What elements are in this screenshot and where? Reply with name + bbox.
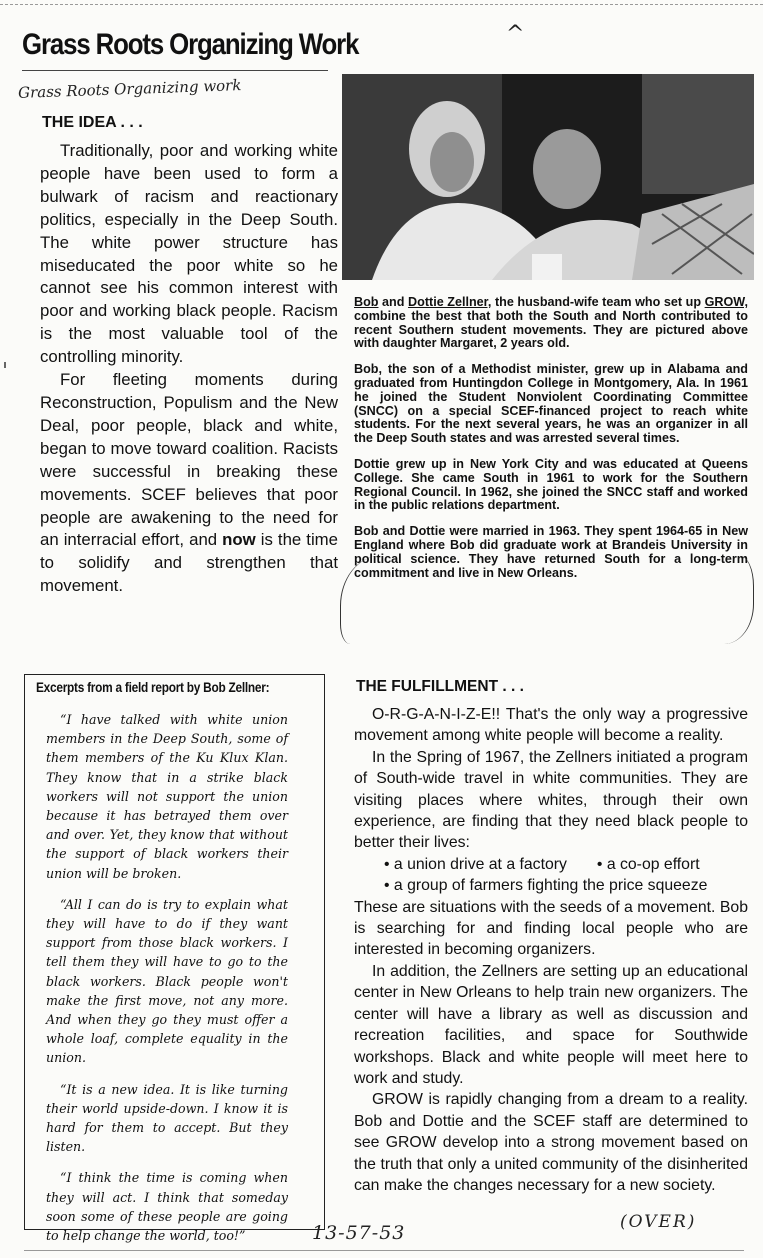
fulfillment-paragraph-1: O-R-G-A-N-I-Z-E!! That's the only way a progressive movement among white people will become a reality. — [354, 706, 748, 745]
fulfillment-body — [354, 704, 748, 1196]
fulfillment-paragraph-2: In the Spring of 1967, the Zellners initiated a program of South-wide travel in white communities. They are visiting places where whites, through their own experience, are finding that they need black people to better their lives: — [354, 748, 748, 852]
page-headline: Grass Roots Organizing Work — [22, 28, 359, 61]
bullet-union-drive: • a union drive at a factory — [384, 855, 567, 873]
excerpt-heading: Excerpts from a field report by Bob Zellner: — [36, 680, 270, 695]
idea-heading: THE IDEA . . . — [42, 114, 143, 131]
handwritten-bracket — [340, 556, 754, 644]
caption-rest: combine the best that both the South and North contributed to recent Southern student movements. They are pictured above with daughter Margaret, 2 years old. — [354, 308, 748, 351]
caption-name-dottie: Dottie Zellner, — [408, 295, 492, 309]
idea-paragraph-1: Traditionally, poor and working white people have been used to form a bulwark of racism and reactionary politics, especially in the Deep South. The white power structure has miseducated the poor white so he cannot see his common interest with poor and working black people. Racism is the most valuable tool of the controlling minority. — [40, 141, 338, 367]
bottom-rule — [24, 1250, 744, 1251]
caption-name-bob: Bob — [354, 295, 379, 309]
caption-marriage: Bob and Dottie were married in 1963. They spent 1964-65 in New England where Bob did graduate work at Brandeis University in political science. They have returned South for a long-term commitment and live in New Orleans. — [354, 524, 748, 580]
fulfillment-bullets — [354, 854, 748, 897]
photo-captions — [354, 296, 748, 592]
bullet-coop: • a co-op effort — [596, 855, 700, 873]
bullet-farmers: • a group of farmers fighting the price squeeze — [384, 877, 708, 895]
headline-rule — [22, 70, 328, 71]
fulfillment-paragraph-3: These are situations with the seeds of a movement. Bob is searching for and finding local people who are interested in becoming organizers. — [354, 898, 748, 959]
zellner-family-photo — [342, 74, 754, 280]
scan-speck — [4, 362, 6, 368]
caption-couple — [354, 296, 748, 351]
excerpt-quote-1: “I have talked with white union members in the Deep South, some of them members of the Ku Klux Klan. They know that in a strike black workers will not support the union because it has betrayed them over and over. Yet, they know that without the support of black workers their union will be broken. — [46, 712, 288, 881]
caption-and: and — [378, 295, 409, 309]
bullet-row-2 — [384, 875, 748, 896]
caption-mid: the husband-wife team who set up — [491, 295, 705, 309]
excerpt-quote-4: “I think the time is coming when they will act. I think that someday soon some of these people are going to help change the world, too!” — [46, 1170, 288, 1244]
caption-dottie-bio: Dottie grew up in New York City and was educated at Queens College. She came South in 1961 to work for the Southern Regional Council. In 1962, she joined the SNCC staff and worked in the public relations department. — [354, 456, 748, 513]
handwritten-code: 13-57-53 — [312, 1222, 406, 1244]
fulfillment-paragraph-5: GROW is rapidly changing from a dream to a reality. Bob and Dottie and the SCEF staff are determined to see GROW develop into a strong movement based on the truth that only a united community of the disinherited can make the changes necessary for a new society. — [354, 1091, 748, 1194]
idea-paragraph-2-end: is the time to solidify and strengthen that movement. — [40, 530, 338, 596]
fulfillment-heading: THE FULFILLMENT . . . — [356, 678, 524, 695]
idea-emphasis-now: now — [222, 530, 256, 550]
fulfillment-paragraph-4: In addition, the Zellners are setting up an educational center in New Orleans to help train new organizers. The center will have a library as well as discussion and recreation facilities, and space for Southwide workshops. Black and white people will meet here to work and study. — [354, 962, 748, 1087]
idea-paragraph-2 — [40, 369, 338, 598]
top-dashed-border — [0, 4, 763, 5]
excerpt-body — [46, 710, 288, 1257]
handwritten-title-note: Grass Roots Organizing work — [17, 76, 242, 102]
handwritten-over: (OVER) — [620, 1212, 697, 1232]
caption-grow: GROW, — [704, 295, 749, 309]
idea-body — [40, 140, 338, 598]
caption-bob-bio: Bob, the son of a Methodist minister, grew up in Alabama and graduated from Huntingdon College in Montgomery, Ala. In 1961 he joined the Student Nonviolent Coordinating Committee (SNCC) on a special SCEF-financed project to reach white students. For the next several years, he was an organizer in all the Deep South states and was arrested several times. — [354, 362, 748, 446]
photo-image — [342, 74, 754, 280]
excerpt-quote-2: “All I can do is try to explain what they will have to do if they want support from those black workers. I tell them they will have to go to the black workers. Black people won't make the first move, not any more. And when they go they must offer a whole loaf, complete equality in the union. — [46, 896, 288, 1066]
handwritten-caret: ^ — [506, 22, 525, 47]
idea-paragraph-2-start: For fleeting moments during Reconstruction, Populism and the New Deal, poor people, black and white, began to move toward coalition. Racists were successful in breaking these movements. SCEF believes that poor people are awakening to the need for an interracial effort, and — [40, 370, 338, 550]
bullet-row-1 — [384, 854, 748, 875]
excerpt-quote-3: “It is a new idea. It is like turning their world upside-down. I know it is hard for them to accept. But they listen. — [46, 1081, 288, 1155]
